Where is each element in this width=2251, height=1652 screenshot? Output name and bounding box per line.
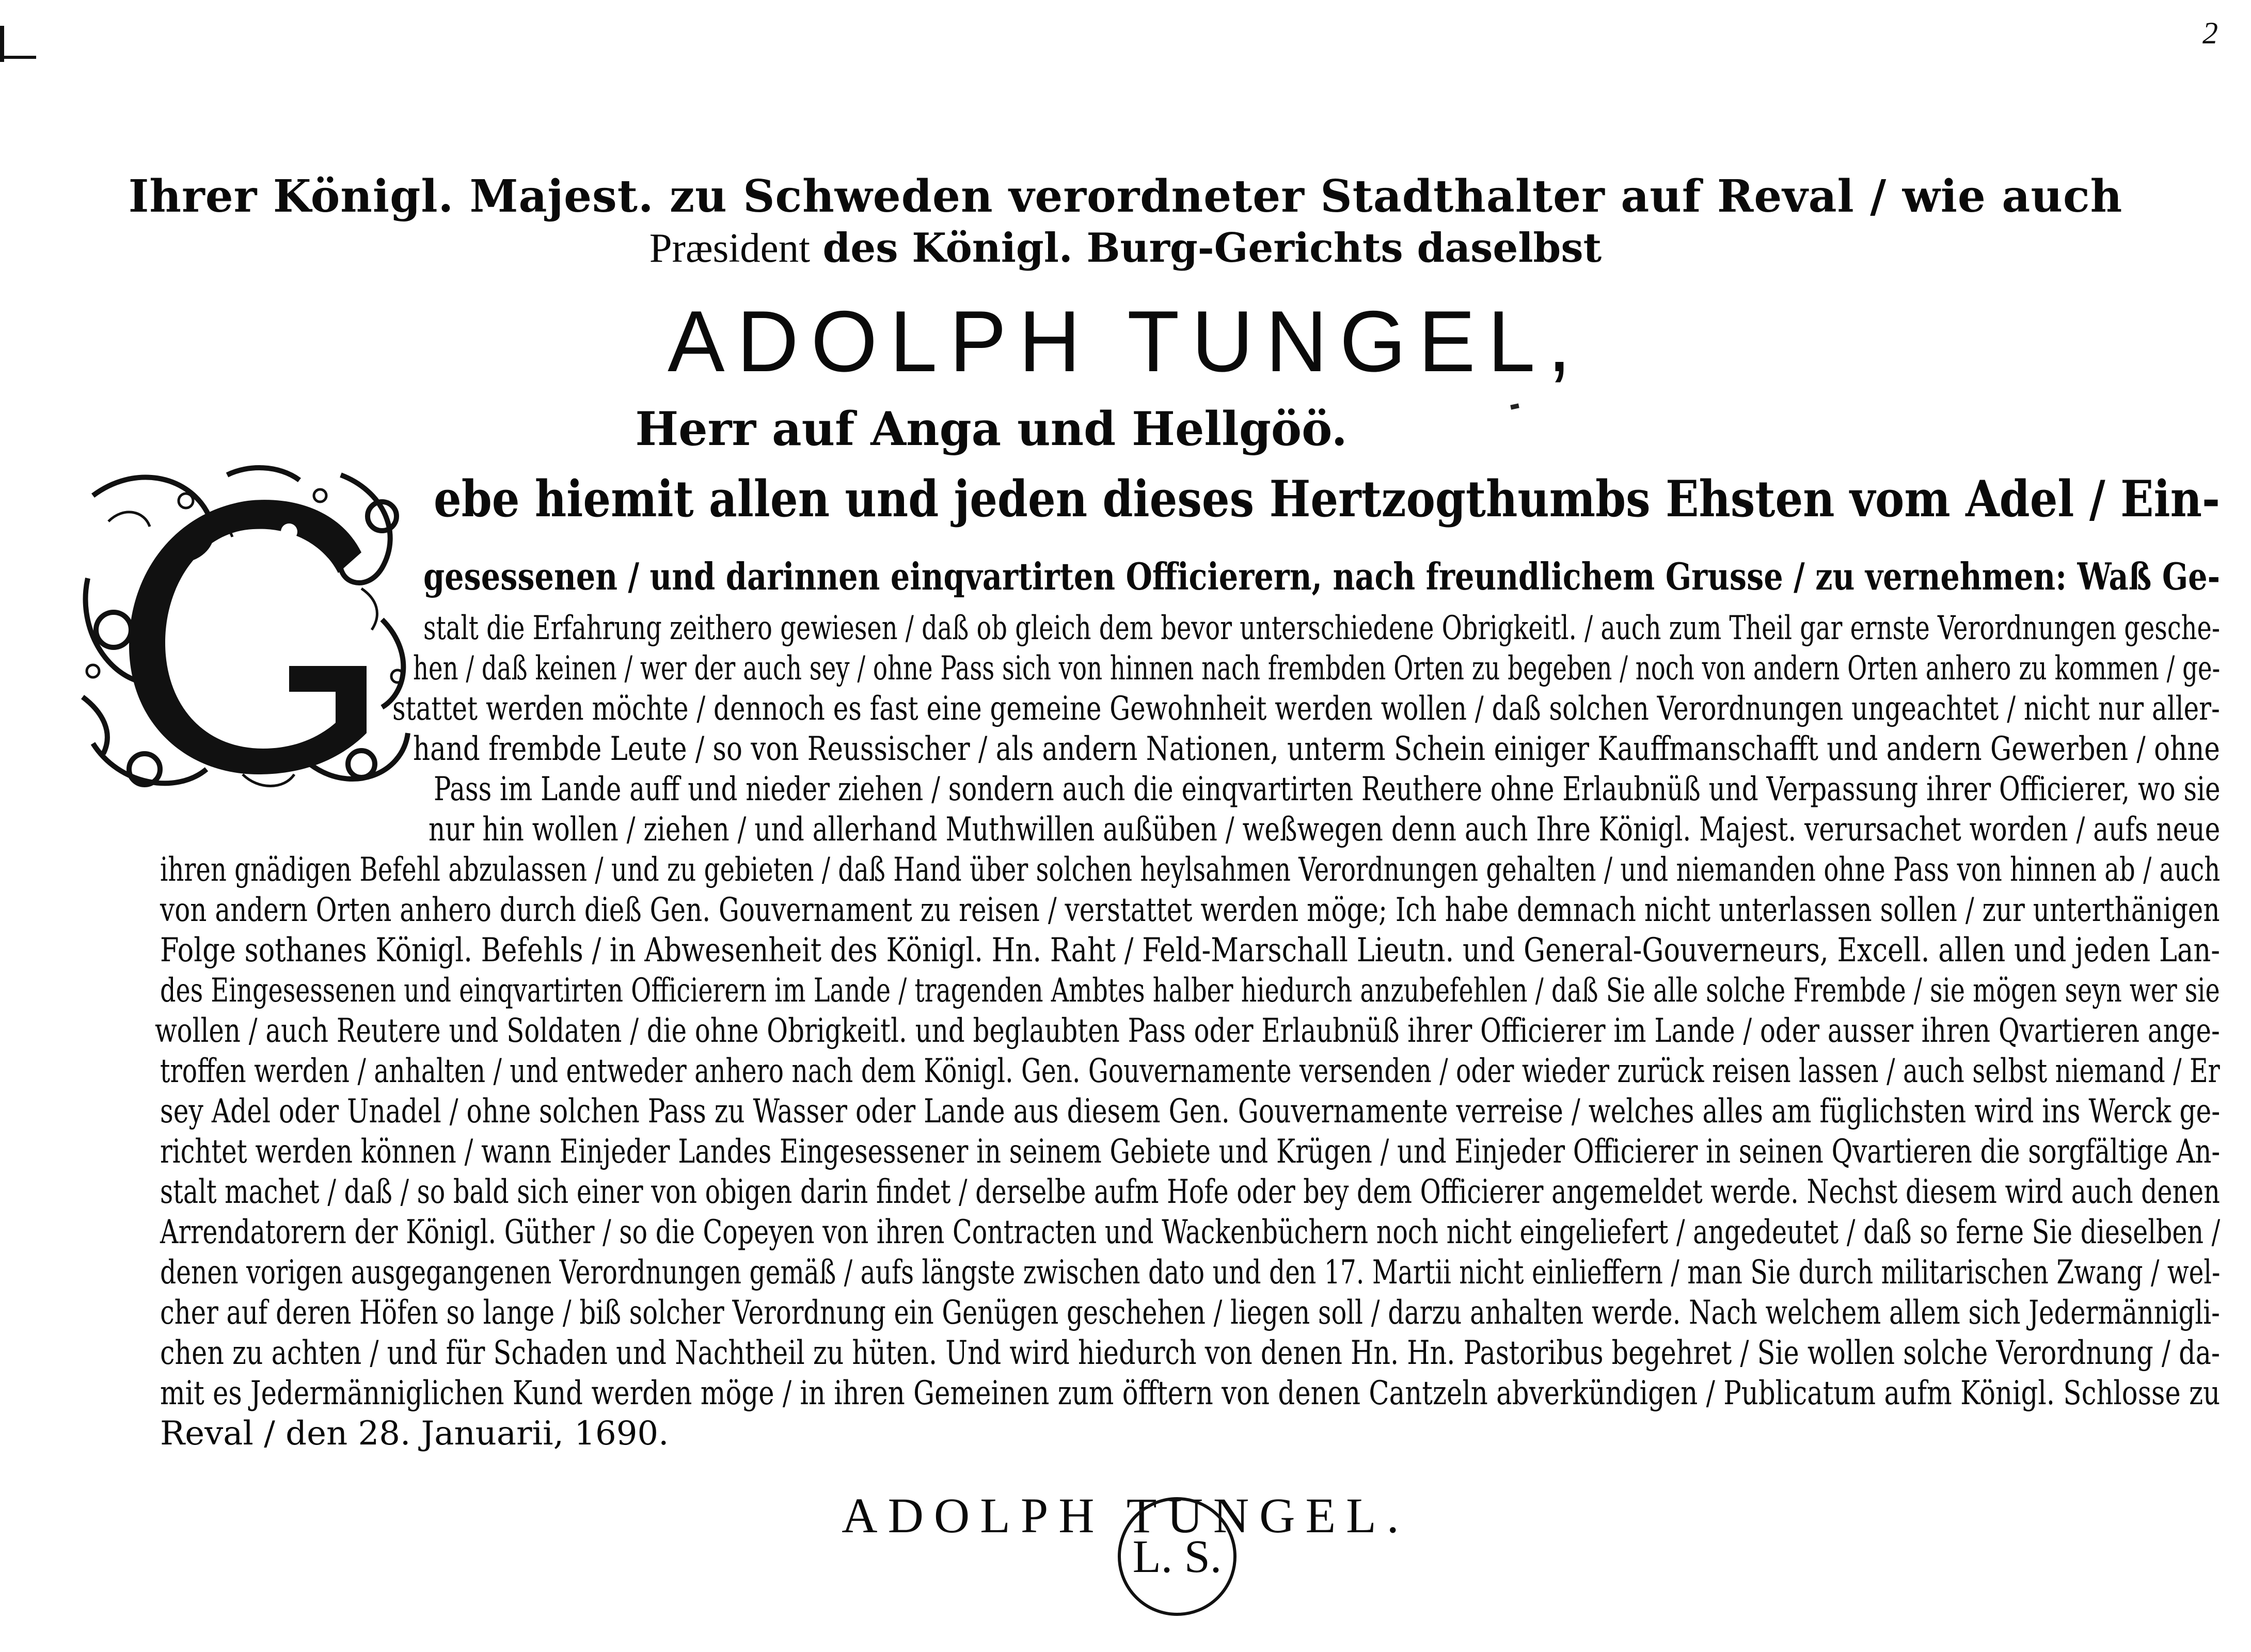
body-line: denen vorigen ausgegangenen Verordnungen gemäß / aufs längste zwischen dato und den 17. Martii nicht einlieffern / man Sie durch militarischen Zwang / wel- [160,1253,2221,1292]
heading-name: ADOLPH TUNGEL, [668,293,1583,390]
body-line: mit es Jedermänniglichen Kund werden möge / in ihren Gemeinen zum öfftern von denen Cantzeln abverkündigen / Publicatum aufm Königl. Schlosse zu [160,1374,2221,1412]
body-line: stalt machet / daß / so bald sich einer von obigen darin findet / derselbe aufm Hofe oder bey dem Officierer angemeldet werde. Nechst diesem wird auch denen [160,1173,2220,1211]
body-line: von andern Orten anhero durch dieß Gen. Gouvernament zu reisen / verstattet werden möge; Ich habe demnach nicht unterlassen sollen / zur unterthänigen [160,891,2220,929]
heading-title: Herr auf Anga und Hellgöö. [635,402,1348,456]
signature: ADOLPH TUNGEL. [842,1488,1409,1543]
body-line: ebe hiemit allen und jeden dieses Hertzogthumbs Ehsten vom Adel / Ein- [434,470,2221,528]
body-line: ihren gnädigen Befehl abzulassen / und zu gebieten / daß Hand über solchen heylsahmen Verordnungen gehalten / und niemanden ohne Pass von hinnen ab / auch [160,851,2221,889]
seal-circle [1118,1497,1237,1616]
seal-text: L. S. [1132,1531,1222,1582]
body-line: stalt die Erfahrung zeithero gewiesen / daß ob gleich dem bevor unterschiedene Obrigkeitl. / auch zum Theil gar ernste Verordnungen gesche- [423,609,2221,647]
decorated-initial-art [72,454,429,811]
body-line: Pass im Lande auff und nieder ziehen / sondern auch die einqvartirten Reuthere ohne Erlaubnüß und Verpassung ihrer Officierer, wo sie [434,770,2221,808]
body-line: Arrendatorern der Königl. Güther / so die Copeyen von ihren Contracten und Wackenbüchern noch nicht eingeliefert / angedeutet / daß so ferne Sie dieselben / [160,1213,2221,1251]
body-line: cher auf deren Höfen so lange / biß solcher Verordnung ein Genügen geschehen / liegen soll / darzu anhalten werde. Nach welchem allem sich Jedermännigli- [160,1294,2220,1332]
heading-fraktur-text: des Königl. Burg-Gerichts daselbst [822,225,1602,272]
body-line: gesessenen / und darinnen einqvartirten Officierern, nach freundlichem Grusse / zu vernehmen: Waß Ge- [423,554,2221,598]
body-line: Reval / den 28. Januarii, 1690. [160,1415,669,1453]
body-line: sey Adel oder Unadel / ohne solchen Pass zu Wasser oder Lande aus diesem Gen. Gouvernamente verreise / welches alles am füglichsten wird ins Werck ge- [160,1092,2221,1131]
body-line: des Eingesessenen und einqvartirten Officierern im Lande / tragenden Ambtes halber hiedurch anzubefehlen / daß Sie alle solche Frembde / sie mögen seyn wer sie [160,972,2220,1010]
page-number: 2 [2202,16,2218,50]
body-line: richtet werden können / wann Einjeder Landes Eingesessener in seinem Gebiete und Krügen / und Einjeder Officierer in seinen Qvartieren die sorgfältige An- [160,1133,2221,1171]
body-line: chen zu achten / und für Schaden und Nachtheil zu hüten. Und wird hiedurch von denen Hn. Hn. Pastoribus begehret / Sie wollen solche Verordnung / da- [160,1334,2221,1372]
page-edge-rule [0,56,36,59]
body-line: troffen werden / anhalten / und entweder anhero nach dem Königl. Gen. Gouvernamente versenden / oder wieder zurück reisen lassen / auch selbst niemand / Er [160,1052,2220,1090]
heading-roman-word: Præsident [649,226,811,271]
body-line: stattet werden möchte / dennoch es fast eine gemeine Gewohnheit werden wollen / daß solchen Verordnungen ungeachtet / nicht nur aller- [392,690,2220,728]
heading-line-1: Ihrer Königl. Majest. zu Schweden verordneter Stadthalter auf Reval / wie auch [128,170,2123,223]
body-line: hen / daß keinen / wer der auch sey / ohne Pass sich von hinnen nach frembden Orten zu begeben / noch von andern Orten anhero zu kommen / ge- [413,649,2221,688]
decorated-initial [72,454,429,811]
body-line: hand frembde Leute / so von Reussischer / als andern Nationen, unterm Schein einiger Kauffmanschafft und andern Gewerben / ohne [413,730,2220,768]
heading-line-2 [15,225,2236,272]
body-line: Folge sothanes Königl. Befehls / in Abwesenheit des Königl. Hn. Raht / Feld-Marschall Lieutn. und General-Gouverneurs, Excell. allen und jeden Lan- [160,931,2220,970]
body-line: nur hin wollen / ziehen / und allerhand Muthwillen außüben / weßwegen denn auch Ihre Königl. Majest. verursachet worden / aufs neue [429,811,2221,849]
body-line: wollen / auch Reutere und Soldaten / die ohne Obrigkeitl. und beglaubten Pass oder Erlaubnüß ihrer Officierer im Lande / oder ausser ihren Qvartieren ange- [155,1012,2220,1050]
